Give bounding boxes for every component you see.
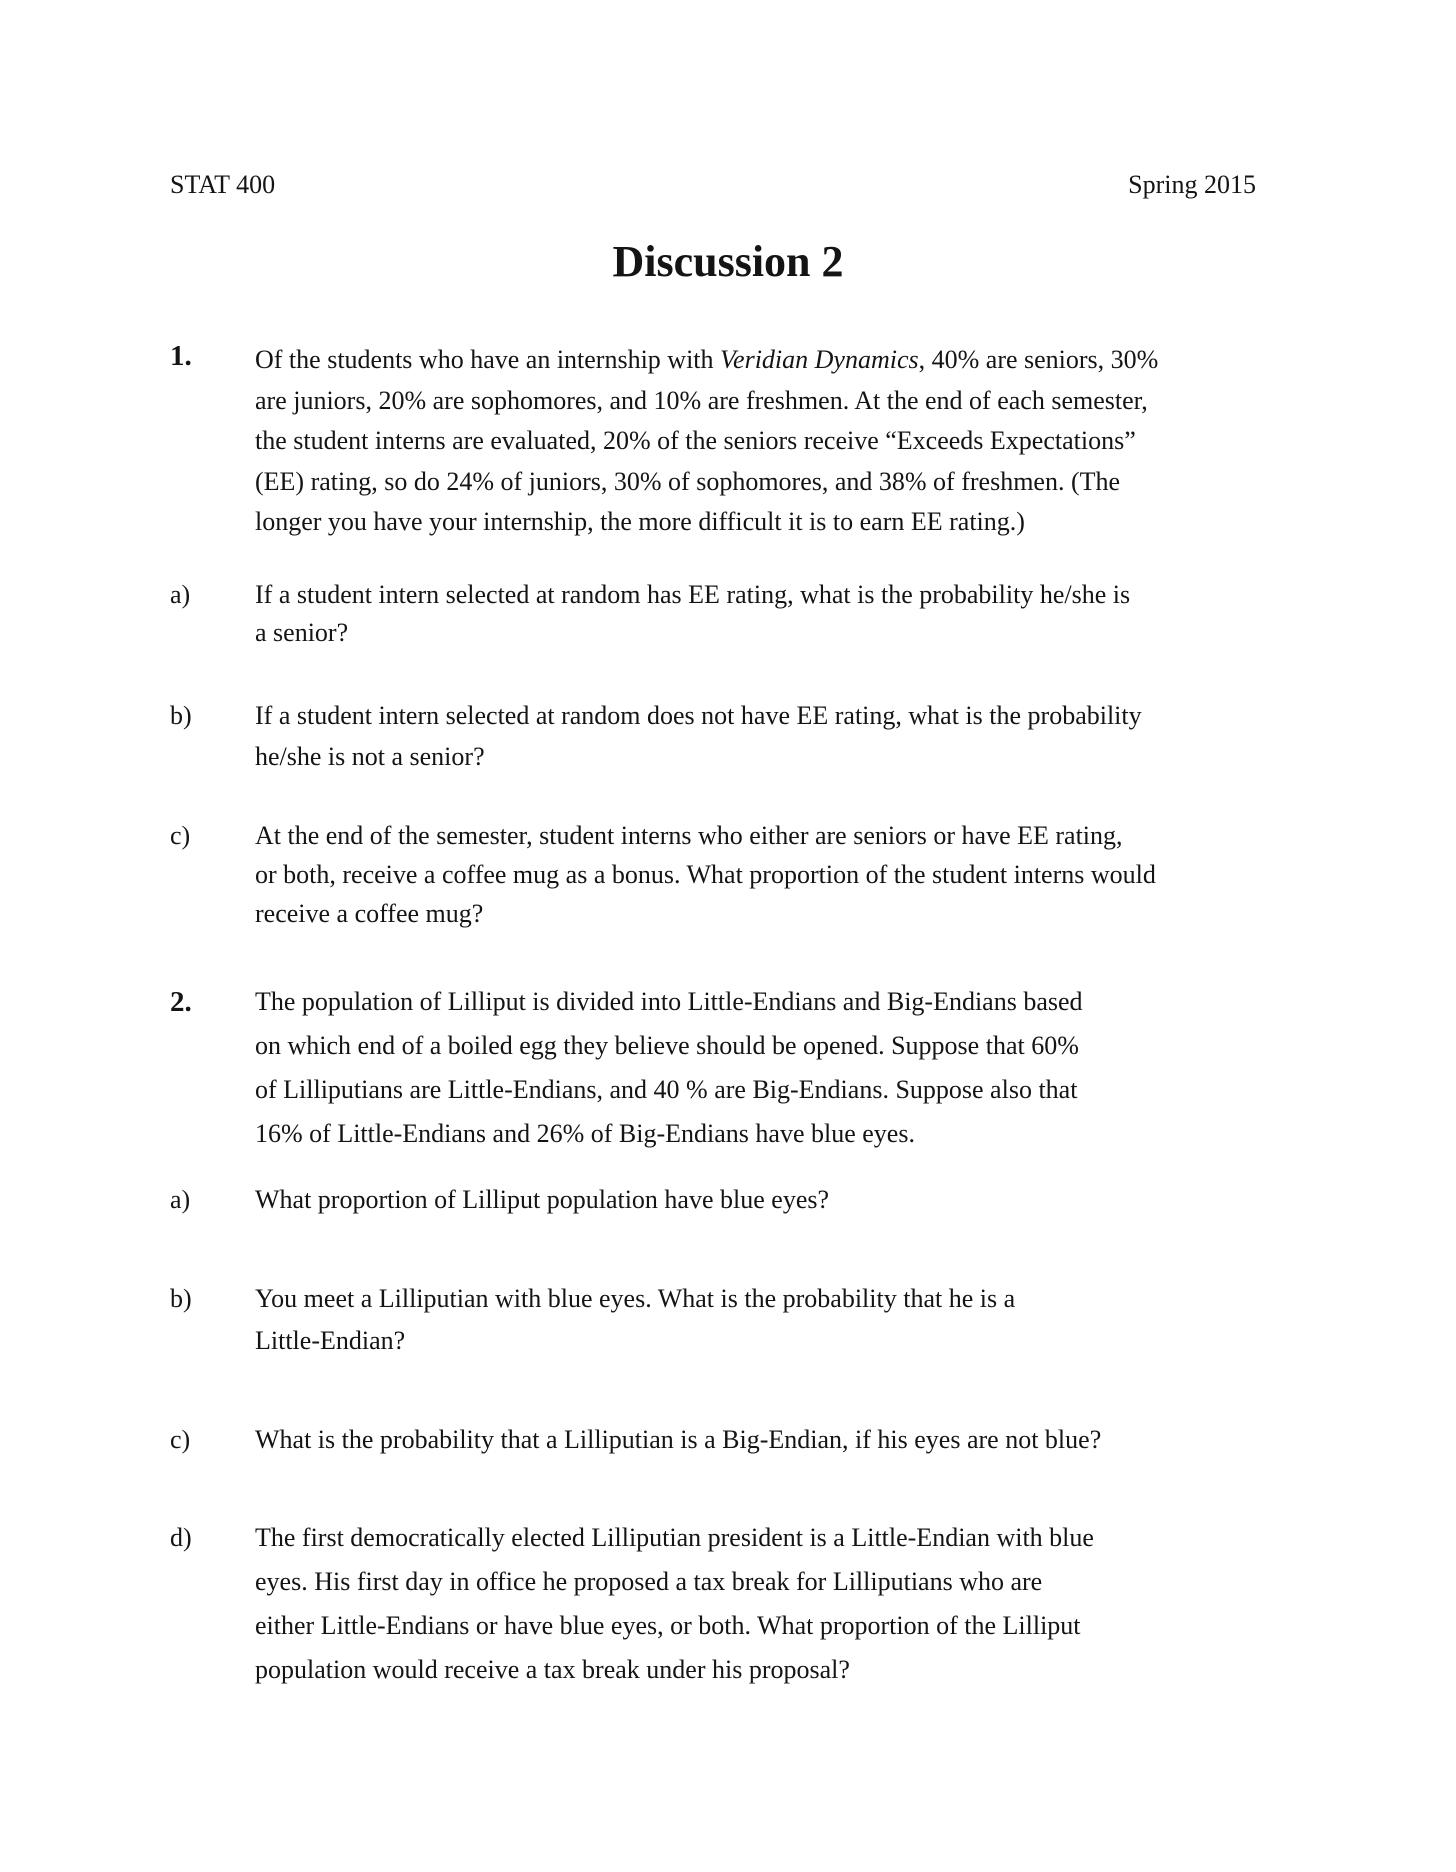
problem-2a-label: a): [170, 1185, 191, 1214]
problem-2a-text: What proportion of Lilliput population have blue eyes?: [255, 1185, 830, 1214]
problem-2-line-1: The population of Lilliput is divided into Little-Endians and Big-Endians based: [255, 987, 1083, 1016]
problem-2-line-4: 16% of Little-Endians and 26% of Big-Endians have blue eyes.: [255, 1119, 915, 1148]
problem-1b-label: b): [170, 701, 192, 730]
problem-2c-label: c): [170, 1425, 191, 1454]
problem-1c-text: At the end of the semester, student interns who either are seniors or have EE rating, or both, receive a coffee mug as a bonus. What proportion of the student interns would receive a coffee mug?: [255, 821, 1156, 928]
problem-1-number: 1.: [170, 340, 192, 372]
problem-1-statement: [255, 340, 1255, 543]
problem-1c-label: c): [170, 821, 191, 850]
problem-2c-text: What is the probability that a Lilliputian is a Big-Endian, if his eyes are not blue?: [255, 1425, 1102, 1454]
problem-2-statement: [255, 980, 1255, 1156]
page-title: Discussion 2: [612, 237, 844, 286]
problem-1-line-1: Of the students who have an internship with Veridian Dynamics, 40% are seniors, 30%: [255, 345, 1159, 374]
problem-1a-label: a): [170, 580, 191, 609]
problem-2b-label: b): [170, 1284, 192, 1313]
problem-1-line-4: (EE) rating, so do 24% of juniors, 30% of sophomores, and 38% of freshmen. (The: [255, 466, 1121, 496]
problem-2d-label: d): [170, 1523, 192, 1552]
problem-1a-text: If a student intern selected at random has EE rating, what is the probability he/she is a senior?: [255, 580, 1131, 647]
course-code: STAT 400: [170, 170, 276, 199]
problem-1-line-3: the student interns are evaluated, 20% of the seniors receive “Exceeds Expectations”: [255, 426, 1136, 455]
problem-2b-text: You meet a Lilliputian with blue eyes. What is the probability that he is a Little-Endian?: [255, 1284, 1016, 1355]
problem-2-number: 2.: [170, 986, 192, 1018]
company-name: Veridian Dynamics: [720, 345, 919, 374]
problem-2d-text: The first democratically elected Lilliputian president is a Little-Endian with blue eyes. His first day in office he proposed a tax break for Lilliputians who are either Little-Endians or have blue eyes, or both. What proportion of the Lilliput population would receive a tax break under his proposal?: [255, 1523, 1094, 1684]
term: Spring 2015: [1128, 170, 1256, 199]
problem-1-line-2: are juniors, 20% are sophomores, and 10% are freshmen. At the end of each semester,: [255, 385, 1148, 415]
problem-2-line-2: on which end of a boiled egg they believe should be opened. Suppose that 60%: [255, 1031, 1079, 1060]
problem-2-line-3: of Lilliputians are Little-Endians, and 40 % are Big-Endians. Suppose also that: [255, 1075, 1078, 1104]
problem-1b-text: If a student intern selected at random does not have EE rating, what is the probability he/she is not a senior?: [255, 701, 1142, 771]
problem-1-line-5: longer you have your internship, the more difficult it is to earn EE rating.): [255, 507, 1025, 536]
